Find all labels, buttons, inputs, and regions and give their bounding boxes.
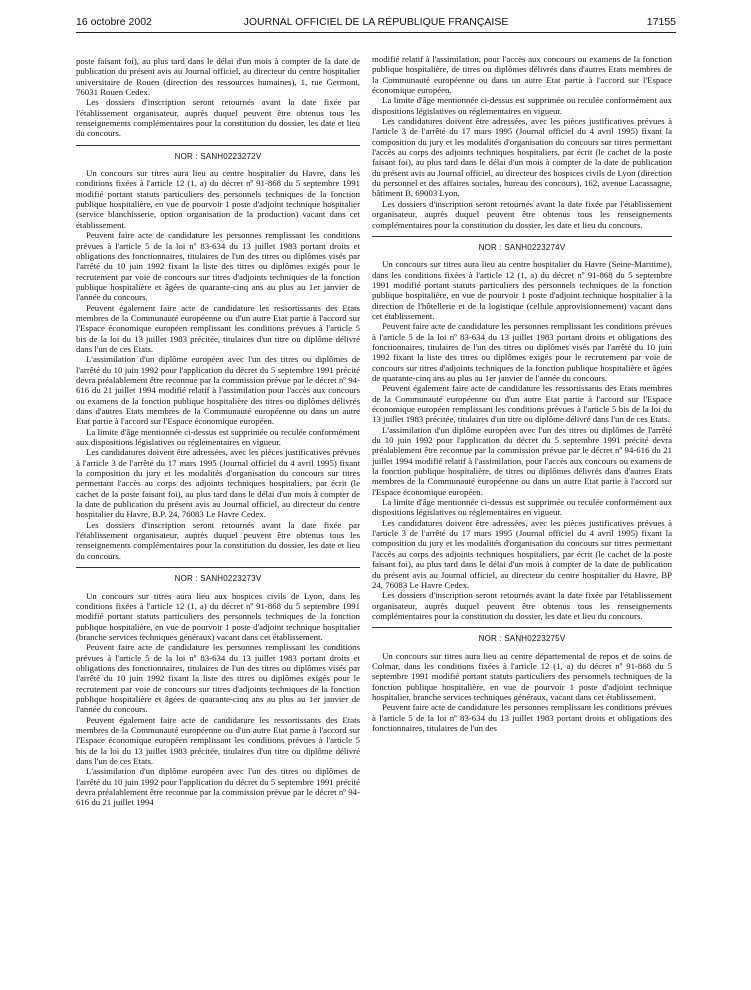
left-column: [76, 56, 360, 808]
paragraph: Les candidatures doivent être adressées, avec les pièces justificatives prévues à l'article 3 de l'arrêté du 17 mars 1995 (Journal officiel du 4 avril 1995) fixant la composition du jury et les modalités d'organisation du concours sur titres permettant l'accès au corps des adjoints techniques hospitaliers, par écrit (le cachet de la poste faisant foi), au plus tard dans le délai d'un mois à compter de la date de publication du présent avis au Journal officiel, au directeur des hospices civils de Lyon (direction du personnel et des affaires sociales, bureau des concours), 162, avenue Lacassagne, bâtiment B, 69003 Lyon.: [372, 116, 672, 199]
paragraph: Les dossiers d'inscription seront retournés avant la date fixée par l'établissement organisateur, auprès duquel peuvent être obtenus tous les renseignements complémentaires pour la constitution du dossier, les date et lieu du concours.: [76, 97, 360, 139]
paragraph: L'assimilation d'un diplôme européen avec l'un des titres ou diplômes de l'arrêté du 10 juin 1992 pour l'application du décret du 5 septembre 1991 précité devra préalablement être reconnue par la commission prévue par le décret nº 94-616 du 21 juillet 1994 modifié relatif à l'assimilation, pour l'accès aux concours ou examens de la fonction publique hospitalière, de titres ou diplômes délivrés dans d'autres Etats membres de la Communauté européenne ou dans un autre Etat partie à l'accord sur l'Espace économique européen.: [372, 424, 672, 497]
section-separator: [76, 567, 360, 568]
page-header: [76, 16, 676, 38]
paragraph: Les dossiers d'inscription seront retournés avant la date fixée par l'établissement organisateur, auprès duquel peuvent être obtenus tous les renseignements complémentaires pour la constitution du dossier, les date et lieu du concours.: [76, 519, 360, 561]
right-column: [372, 54, 672, 733]
paragraph: La limite d'âge mentionnée ci-dessus est supprimée ou reculée conformément aux dispositions législatives ou réglementaires en vigueur.: [372, 497, 672, 518]
nor-reference: NOR : SANH0223275V: [478, 634, 566, 644]
paragraph: Les candidatures doivent être adressées, avec les pièces justificatives prévues à l'article 3 de l'arrêté du 17 mars 1995 (Journal officiel du 4 avril 1995) fixant la composition du jury et les modalités d'organisation du concours sur titres permettant l'accès au corps des adjoints techniques hospitaliers, par écrit (le cachet de la poste faisant foi), au plus tard dans le délai d'un mois à compter de la date de publication du présent avis au Journal officiel, au directeur du centre hospitalier du Havre, B.P. 24, 76083 Le Havre Cedex.: [76, 447, 360, 520]
paragraph: Un concours sur titres aura lieu aux hospices civils de Lyon, dans les conditions fixées à l'article 12 (1, a) du décret nº 91-868 du 5 septembre 1991 modifié portant statuts particuliers des personnels techniques de la fonction publique hospitalière, en vue de pourvoir 1 poste d'adjoint technique hospitalier (branche services techniques généraux) vacant dans cet établissement.: [76, 590, 360, 642]
paragraph: Peuvent faire acte de candidature les personnes remplissant les conditions prévues à l'article 5 de la loi nº 83-634 du 13 juillet 1983 portant droits et obligations des fonctionnaires, titulaires de l'un des titres ou diplômes visés par l'arrêté du 10 juin 1992 fixant la liste des titres ou diplômes exigés pour le recrutement par voie de concours sur titres d'adjoints techniques de la fonction publique hospitalière et âgées de quarante-cinq ans au plus au 1er janvier de l'année du concours.: [76, 230, 360, 303]
nor-reference: NOR : SANH0223274V: [478, 242, 566, 252]
paragraph: La limite d'âge mentionnée ci-dessus est supprimée ou reculée conformément aux dispositions législatives ou réglementaires en vigueur.: [76, 426, 360, 448]
paragraph: Peuvent faire acte de candidature les personnes remplissant les conditions prévues à l'article 5 de la loi nº 83-634 du 13 juillet 1983 portant droits et obligations des fonctionnaires, titulaires de l'un des titres ou diplômes visés par l'arrêté du 10 juin 1992 fixant la liste des titres ou diplômes exigés pour le recrutement par voie de concours sur titres d'adjoints techniques de la fonction publique hospitalière et âgées de quarante-cinq ans au plus au 1er janvier de l'année du concours.: [372, 321, 672, 383]
paragraph: Les dossiers d'inscription seront retournés avant la date fixée par l'établissement organisateur, auprès duquel peuvent être obtenus tous les renseignements complémentaires pour la constitution du dossier, les date et lieu du concours.: [372, 198, 672, 230]
paragraph: La limite d'âge mentionnée ci-dessus est supprimée ou reculée conformément aux dispositions législatives ou réglementaires en vigueur.: [372, 95, 672, 116]
section-separator: [372, 236, 672, 237]
header-date: 16 octobre 2002: [76, 16, 152, 28]
paragraph: Peuvent faire acte de candidature les personnes remplissant les conditions prévues à l'article 5 de la loi nº 83-634 du 13 juillet 1983 portant droits et obligations des fonctionnaires, titulaires de l'un des: [372, 702, 672, 733]
paragraph: Peuvent également faire acte de candidature les ressortissants des Etats membres de la Communauté européenne ou d'un autre Etat partie à l'accord sur l'Espace économique européen remplissant les conditions prévues à l'article 5 bis de la loi du 13 juillet 1983 précitée, titulaires d'un titre ou diplôme délivré dans l'un de ces Etats.: [76, 714, 360, 766]
paragraph: Peuvent également faire acte de candidature les ressortissants des Etats membres de la Communauté européenne ou d'un autre Etat partie à l'accord sur l'Espace économique européen remplissant les conditions prévues à l'article 5 bis de la loi du 13 juillet 1983 précitée, titulaires d'un titre ou diplôme délivré dans l'un de ces Etats.: [76, 302, 360, 354]
paragraph: Un concours sur titres aura lieu au centre hospitalier du Havre (Seine-Maritime), dans les conditions fixées à l'article 12 (1, a) du décret nº 91-868 du 5 septembre 1991 modifié portant statuts particuliers des personnels techniques de la fonction publique hospitalière, en vue de pourvoir 1 poste d'adjoint technique hospitalier à la direction de l'hôtellerie et de la logistique (cellule approvisionnement) vacant dans cet établissement.: [372, 259, 672, 321]
paragraph: poste faisant foi), au plus tard dans le délai d'un mois à compter de la date de publication du présent avis au Journal officiel, au directeur du centre hospitalier universitaire de Rouen (direction des ressources humaines), 1, rue Germont, 76031 Rouen Cedex.: [76, 56, 360, 98]
paragraph: L'assimilation d'un diplôme européen avec l'un des titres ou diplômes de l'arrêté du 10 juin 1992 pour l'application du décret du 5 septembre 1991 précité devra préalablement être reconnue par la commission prévue par le décret nº 94-616 du 21 juillet 1994: [76, 766, 360, 808]
header-page-number: 17155: [646, 16, 676, 28]
header-rule: [76, 32, 676, 33]
section-separator: [372, 627, 672, 628]
nor-reference: NOR : SANH0223272V: [174, 151, 262, 161]
paragraph: Un concours sur titres aura lieu au centre départemental de repos et de soins de Colmar, dans les conditions fixées à l'article 12 (1, a) du décret nº 91-868 du 5 septembre 1991 modifié portant statuts particuliers des personnels techniques de la fonction publique hospitalière, en vue de pourvoir 1 poste d'adjoint technique hospitalier, branche services techniques généraux, vacant dans cet établissement.: [372, 650, 672, 702]
header-title: JOURNAL OFFICIEL DE LA RÉPUBLIQUE FRANÇAISE: [243, 16, 509, 28]
paragraph: Les dossiers d'inscription seront retournés avant la date fixée par l'établissement organisateur, auprès duquel peuvent être obtenus tous les renseignements complémentaires pour la constitution du dossier, les date et lieu du concours.: [372, 590, 672, 621]
paragraph: Peuvent faire acte de candidature les personnes remplissant les conditions prévues à l'article 5 de la loi nº 83-634 du 13 juillet 1983 portant droits et obligations des fonctionnaires, titulaires de l'un des titres ou diplômes visés par l'arrêté du 10 juin 1992 fixant la liste des titres ou diplômes exigés pour le recrutement par voie de concours sur titres d'adjoints techniques de la fonction publique hospitalière et âgées de quarante-cinq ans au plus au 1er janvier de l'année du concours.: [76, 642, 360, 715]
paragraph: modifié relatif à l'assimilation, pour l'accès aux concours ou examens de la fonction publique hospitalière, de titres ou diplômes délivrés dans d'autres Etats membres de la Communauté européenne ou dans un autre Etat partie à l'accord sur l'Espace économique européen.: [372, 54, 672, 96]
section-separator: [76, 145, 360, 146]
paragraph: Les candidatures doivent être adressées, avec les pièces justificatives prévues à l'article 3 de l'arrêté du 17 mars 1995 (Journal officiel du 4 avril 1995) fixant la composition du jury et les modalités d'organisation du concours sur titres permettant l'accès au corps des adjoints techniques hospitaliers, par écrit (le cachet de la poste faisant foi), au plus tard dans le délai d'un mois à compter de la date de publication du présent avis au Journal officiel, au directeur du centre hospitalier du Havre, BP 24, 76083 Le Havre Cedex.: [372, 517, 672, 590]
paragraph: L'assimilation d'un diplôme européen avec l'un des titres ou diplômes de l'arrêté du 10 juin 1992 pour l'application du décret du 5 septembre 1991 précité devra préalablement être reconnue par la commission prévue par le décret nº 94-616 du 21 juillet 1994 modifié relatif à l'assimilation pour l'accès aux concours ou examens de la fonction publique hospitalière des titres ou diplômes délivrés dans d'autres Etats membres de la Communauté européenne ou dans un autre Etat partie à l'accord sur l'Espace économique européen.: [76, 354, 360, 427]
paragraph: Un concours sur titres aura lieu au centre hospitalier du Havre, dans les conditions fixées à l'article 12 (1, a) du décret nº 91-868 du 5 septembre 1991 modifié portant statuts particuliers des personnels techniques de la fonction publique hospitalière, en vue de pourvoir 1 poste d'adjoint technique hospitalier (service blanchisserie, option organisation de la production) vacant dans cet établissement.: [76, 168, 360, 230]
paragraph: Peuvent également faire acte de candidature les ressortissants des Etats membres de la Communauté européenne ou d'un autre Etat partie à l'accord sur l'Espace économique européen remplissant les conditions prévues à l'article 5 bis de la loi du 13 juillet 1983 précitée, titulaires d'un titre ou diplôme délivré dans l'un de ces Etats.: [372, 383, 672, 425]
nor-reference: NOR : SANH0223273V: [174, 574, 262, 584]
